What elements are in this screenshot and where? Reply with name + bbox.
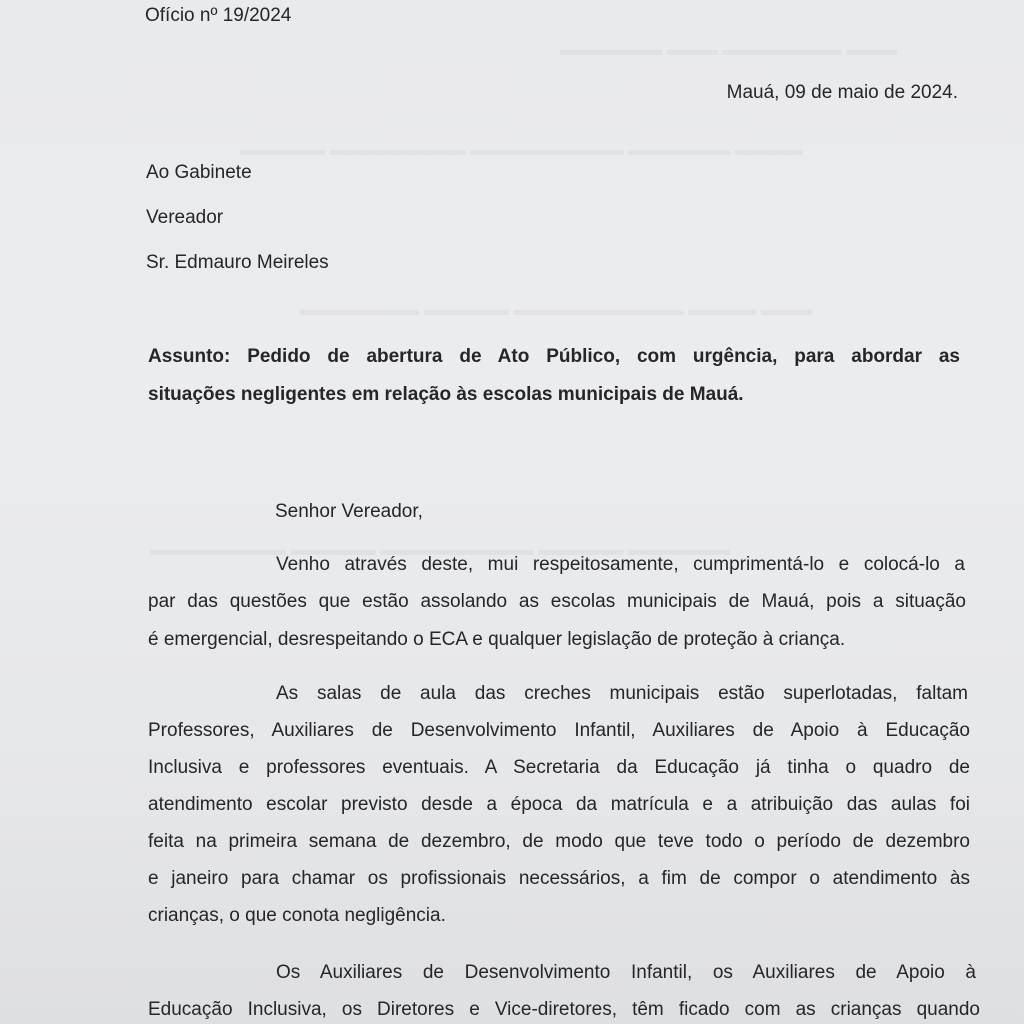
subject-line-2: situações negligentes em relação às escolas municipais de Mauá. bbox=[148, 384, 744, 405]
letter-date: Mauá, 09 de maio de 2024. bbox=[726, 82, 958, 103]
paragraph-2-line: atendimento escolar previsto desde a época da matrícula e a atribuição das aulas foi bbox=[148, 794, 970, 815]
show-through-texture: ▬▬▬▬▬▬ ▬▬▬ ▬▬▬▬▬▬▬ ▬▬▬ bbox=[560, 40, 898, 59]
show-through-texture: ▬▬▬▬▬ ▬▬▬▬▬▬▬▬ ▬▬▬▬▬▬▬▬▬ ▬▬▬▬▬▬ ▬▬▬▬ bbox=[240, 140, 803, 159]
recipient-line-1: Ao Gabinete bbox=[146, 162, 252, 183]
paragraph-1-line: par das questões que estão assolando as escolas municipais de Mauá, pois a situação bbox=[148, 591, 966, 612]
paragraph-1-line: Venho através deste, mui respeitosamente, cumprimentá-lo e colocá-lo a bbox=[276, 554, 965, 575]
paragraph-2-line: Inclusiva e professores eventuais. A Secretaria da Educação já tinha o quadro de bbox=[148, 757, 970, 778]
paragraph-1-line: é emergencial, desrespeitando o ECA e qualquer legislação de proteção à criança. bbox=[148, 629, 846, 650]
recipient-line-3: Sr. Edmauro Meireles bbox=[146, 252, 329, 273]
paragraph-2-line: e janeiro para chamar os profissionais necessários, a fim de compor o atendimento às bbox=[148, 868, 970, 889]
paragraph-3-line: Educação Inclusiva, os Diretores e Vice-diretores, têm ficado com as crianças quando bbox=[148, 999, 980, 1020]
office-number: Ofício nº 19/2024 bbox=[145, 5, 292, 26]
recipient-line-2: Vereador bbox=[146, 207, 224, 228]
show-through-texture: ▬▬▬▬▬▬▬ ▬▬▬▬▬ ▬▬▬▬▬▬▬▬▬▬ ▬▬▬▬ ▬▬▬ bbox=[300, 300, 812, 319]
salutation: Senhor Vereador, bbox=[275, 501, 423, 522]
show-through-texture: ▬▬▬▬▬▬▬▬ ▬▬▬▬▬ ▬▬▬▬▬▬▬▬▬ ▬▬▬▬▬ ▬▬▬▬▬▬ bbox=[150, 540, 730, 559]
paragraph-2-line: feita na primeira semana de dezembro, de modo que teve todo o período de dezembro bbox=[148, 831, 970, 852]
paragraph-3-line: Os Auxiliares de Desenvolvimento Infantil, os Auxiliares de Apoio à bbox=[276, 962, 976, 983]
paragraph-2-line: As salas de aula das creches municipais estão superlotadas, faltam bbox=[276, 683, 968, 704]
paragraph-2-line: crianças, o que conota negligência. bbox=[148, 905, 446, 926]
subject-line-1: Assunto: Pedido de abertura de Ato Público, com urgência, para abordar as bbox=[148, 346, 960, 367]
paragraph-2-line: Professores, Auxiliares de Desenvolvimento Infantil, Auxiliares de Apoio à Educação bbox=[148, 720, 970, 741]
